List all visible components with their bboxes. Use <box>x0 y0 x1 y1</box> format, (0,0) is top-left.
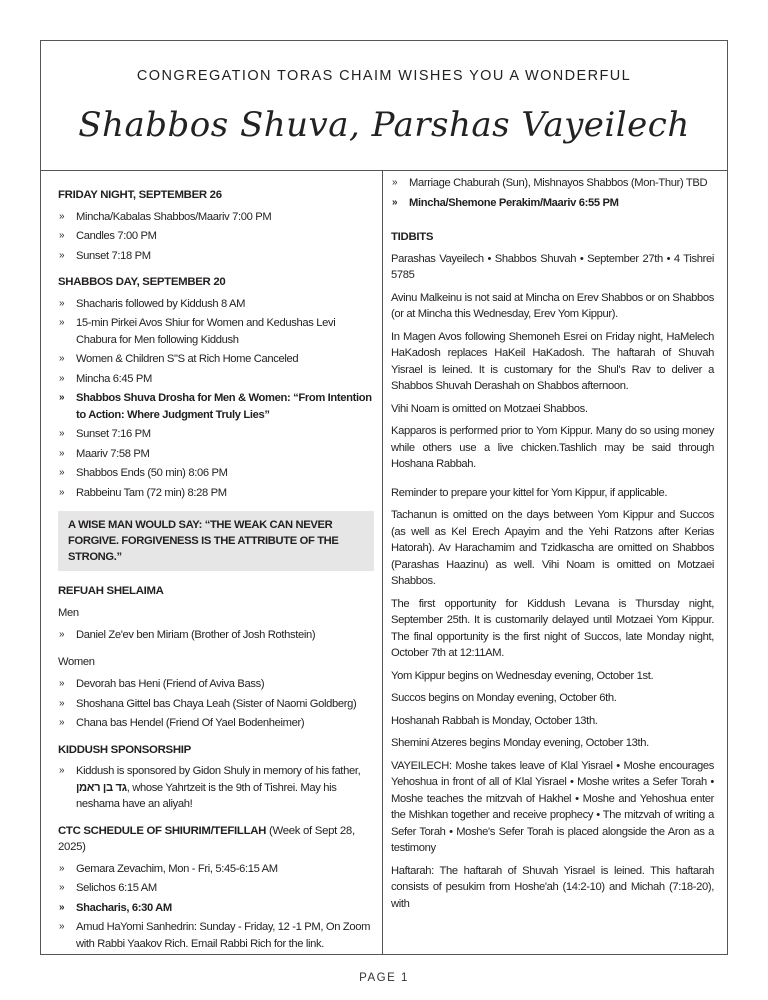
header-title: CONGREGATION TORAS CHAIM WISHES YOU A WONDERFUL <box>136 68 632 84</box>
tidbit-paragraph: Yom Kippur begins on Wednesday evening, October 1st. <box>391 669 654 682</box>
bullet-icon: » <box>59 765 65 776</box>
header-divider <box>41 170 727 171</box>
bullet-icon: » <box>59 297 65 309</box>
list-item: » Marriage Chaburah (Sun), Mishnayos Shabbos (Mon-Thur) TBD <box>391 175 714 192</box>
list-item: » Women & Children S"S at Rich Home Canceled <box>58 351 374 368</box>
list-item: » Shacharis followed by Kiddush 8 AM <box>58 296 374 313</box>
tidbit-paragraph: Avinu Malkeinu is not said at Mincha on Erev Shabbos or on Shabbos (or at Mincha this Wednesday, Erev Yom Kippur). <box>391 291 714 320</box>
column-divider <box>382 171 383 954</box>
tidbit-paragraph: Shemini Atzeres begins Monday evening, October 13th. <box>391 737 649 749</box>
hebrew-name: גד בן ראמן <box>76 781 127 794</box>
bullet-icon: » <box>392 196 398 208</box>
tidbit-paragraph: Reminder to prepare your kittel for Yom Kippur, if applicable. <box>391 486 668 499</box>
shabbos-list <box>58 296 374 502</box>
friday-title: FRIDAY NIGHT, SEPTEMBER 26 <box>58 189 222 201</box>
tidbit-paragraph: Kapparos is performed prior to Yom Kippur. Many do so using money while others use a live chicken.Tashlich may be said through Hoshana Rabbah. <box>391 425 714 470</box>
list-item: » Shacharis, 6:30 AM <box>58 900 374 917</box>
list-item: » 15-min Pirkei Avos Shiur for Women and Kedushas Levi Chabura for Men following Kiddush <box>59 317 336 346</box>
friday-list <box>58 209 374 265</box>
tidbit-paragraph: The first opportunity for Kiddush Levana is Thursday night, September 25th. It is customarily delayed until Motzaei Yom Kippur. The final opportunity is the first night of Succos, late Monday night, October 7th at 12:11AM. <box>391 597 714 659</box>
list-item: » Sunset 7:18 PM <box>58 248 374 265</box>
list-item: » Rabbeinu Tam (72 min) 8:28 PM <box>58 485 374 502</box>
tidbit-paragraph: Haftarah: The haftarah of Shuvah Yisrael is leined. This haftarah consists of pesukim from Hoshe'ah (14:2-10) and Michah (7:18-20), with <box>391 864 714 910</box>
kiddush-title: KIDDUSH SPONSORSHIP <box>58 743 191 756</box>
list-item: » Mincha/Kabalas Shabbos/Maariv 7:00 PM <box>58 209 374 226</box>
women-list <box>58 676 374 732</box>
list-item: » Sunset 7:16 PM <box>58 426 374 443</box>
right-column <box>391 175 714 918</box>
men-list <box>58 627 374 644</box>
bullet-icon: » <box>59 447 65 459</box>
bullet-icon: » <box>59 717 65 728</box>
bullet-icon: » <box>59 392 65 403</box>
tidbit-paragraph: Succos begins on Monday evening, October 6th. <box>391 692 617 704</box>
bullet-icon: » <box>59 372 65 384</box>
tidbit-paragraph: Hoshanah Rabbah is Monday, October 13th. <box>391 714 598 727</box>
tidbit-paragraph: In Magen Avos following Shemoneh Esrei on Friday night, HaMelech HaKadosh replaces HaKeil HaKadosh. The haftarah of Shuvah Yisrael is leined. It is customary for the Shul's Rav to deliver a Shabbos Shuvah Derashah on Shabbos afternoon. <box>391 330 714 392</box>
list-item: » Chana bas Hendel (Friend Of Yael Bodenheimer) <box>58 715 374 732</box>
women-label: Women <box>58 655 95 668</box>
newsletter-frame <box>40 40 728 955</box>
bullet-icon: » <box>59 467 65 478</box>
bullet-icon: » <box>59 678 65 689</box>
men-label: Men <box>58 606 79 619</box>
tidbit-paragraph: VAYEILECH: Moshe takes leave of Klal Yisrael • Moshe encourages Yehoshua in front of all of Klal Yisrael • Moshe writes a Sefer Torah • Moshe teaches the mitzvah of Hakhel • Moshe and Yehoshua enter the Mishkan together and receive prophecy • The mitzvah of writing a Sefer Torah • Moshe's Sefer Torah is placed alongside the Aron as a testimony <box>391 759 714 854</box>
tidbit-paragraph: Parashas Vayeilech • Shabbos Shuvah • September 27th • 4 Tishrei 5785 <box>391 252 714 281</box>
bullet-icon: » <box>59 486 65 498</box>
bullet-icon: » <box>59 629 65 640</box>
bullet-icon: » <box>59 230 65 241</box>
bullet-icon: » <box>59 921 65 932</box>
tidbit-paragraph: Tachanun is omitted on the days between Yom Kippur and Succos (as well as Kel Erech Apayim and the Yehi Ratzons after Kerias Hatorah). Av Harachamim and Tzidkascha are omitted on Shabbos (Parashas Haazinu) as well. Vihi Noam is omitted on Motzaei Shabbos. <box>391 509 714 587</box>
list-item: » Candles 7:00 PM <box>58 228 374 245</box>
ctc-list <box>58 861 374 953</box>
list-item: » Daniel Ze'ev ben Miriam (Brother of Josh Rothstein) <box>58 627 374 644</box>
list-item: » Devorah bas Heni (Friend of Aviva Bass) <box>58 676 374 693</box>
list-item: » Mincha 6:45 PM <box>58 371 374 388</box>
bullet-icon: » <box>59 428 65 439</box>
list-item: » Selichos 6:15 AM <box>58 880 374 897</box>
tidbit-paragraph: Vihi Noam is omitted on Motzaei Shabbos. <box>391 402 588 415</box>
bullet-icon: » <box>59 697 65 709</box>
ctc-title: CTC SCHEDULE OF SHIURIM/TEFILLAH (Week of Sept 28, 2025) <box>58 824 355 853</box>
script-title: Shabbos Shuva, Parshas Vayeilech <box>78 105 690 145</box>
bullet-icon: » <box>59 862 65 874</box>
list-item: » Kiddush is sponsored by Gidon Shuly in memory of his father, גד בן ראמן, whose Yahrtzeit is the 9th of Tishrei. May his neshama have an aliyah! <box>59 765 361 810</box>
list-item: » Mincha/Shemone Perakim/Maariv 6:55 PM <box>391 195 714 212</box>
list-item: » Shabbos Shuva Drosha for Men & Women: “From Intention to Action: Where Judgment Truly Lies” <box>59 392 372 421</box>
page-number: PAGE 1 <box>359 972 409 984</box>
tidbits-body <box>391 251 714 913</box>
kiddush-list <box>58 763 374 813</box>
list-item: » Maariv 7:58 PM <box>58 446 374 463</box>
bullet-icon: » <box>59 210 65 222</box>
refuah-title: REFUAH SHELAIMA <box>58 585 164 597</box>
shabbos-title: SHABBOS DAY, SEPTEMBER 20 <box>58 276 226 288</box>
bullet-icon: » <box>59 317 65 328</box>
ctc-list-continued <box>391 175 714 211</box>
bullet-icon: » <box>59 882 65 893</box>
left-column <box>58 181 374 962</box>
list-item: » Gemara Zevachim, Mon - Fri, 5:45-6:15 AM <box>58 861 374 878</box>
quote-box: A WISE MAN WOULD SAY: “THE WEAK CAN NEVER FORGIVE. FORGIVENESS IS THE ATTRIBUTE OF THE STRONG.” <box>58 511 374 571</box>
bullet-icon: » <box>59 901 65 913</box>
bullet-icon: » <box>392 177 398 188</box>
list-item: » Shabbos Ends (50 min) 8:06 PM <box>58 465 374 482</box>
tidbits-title: TIDBITS <box>391 231 434 243</box>
bullet-icon: » <box>59 249 65 261</box>
bullet-icon: » <box>59 353 65 364</box>
list-item: » Shoshana Gittel bas Chaya Leah (Sister of Naomi Goldberg) <box>58 696 374 713</box>
list-item: » Amud HaYomi Sanhedrin: Sunday - Friday, 12 -1 PM, On Zoom with Rabbi Yaakov Rich. Email Rabbi Rich for the link. <box>59 921 371 950</box>
